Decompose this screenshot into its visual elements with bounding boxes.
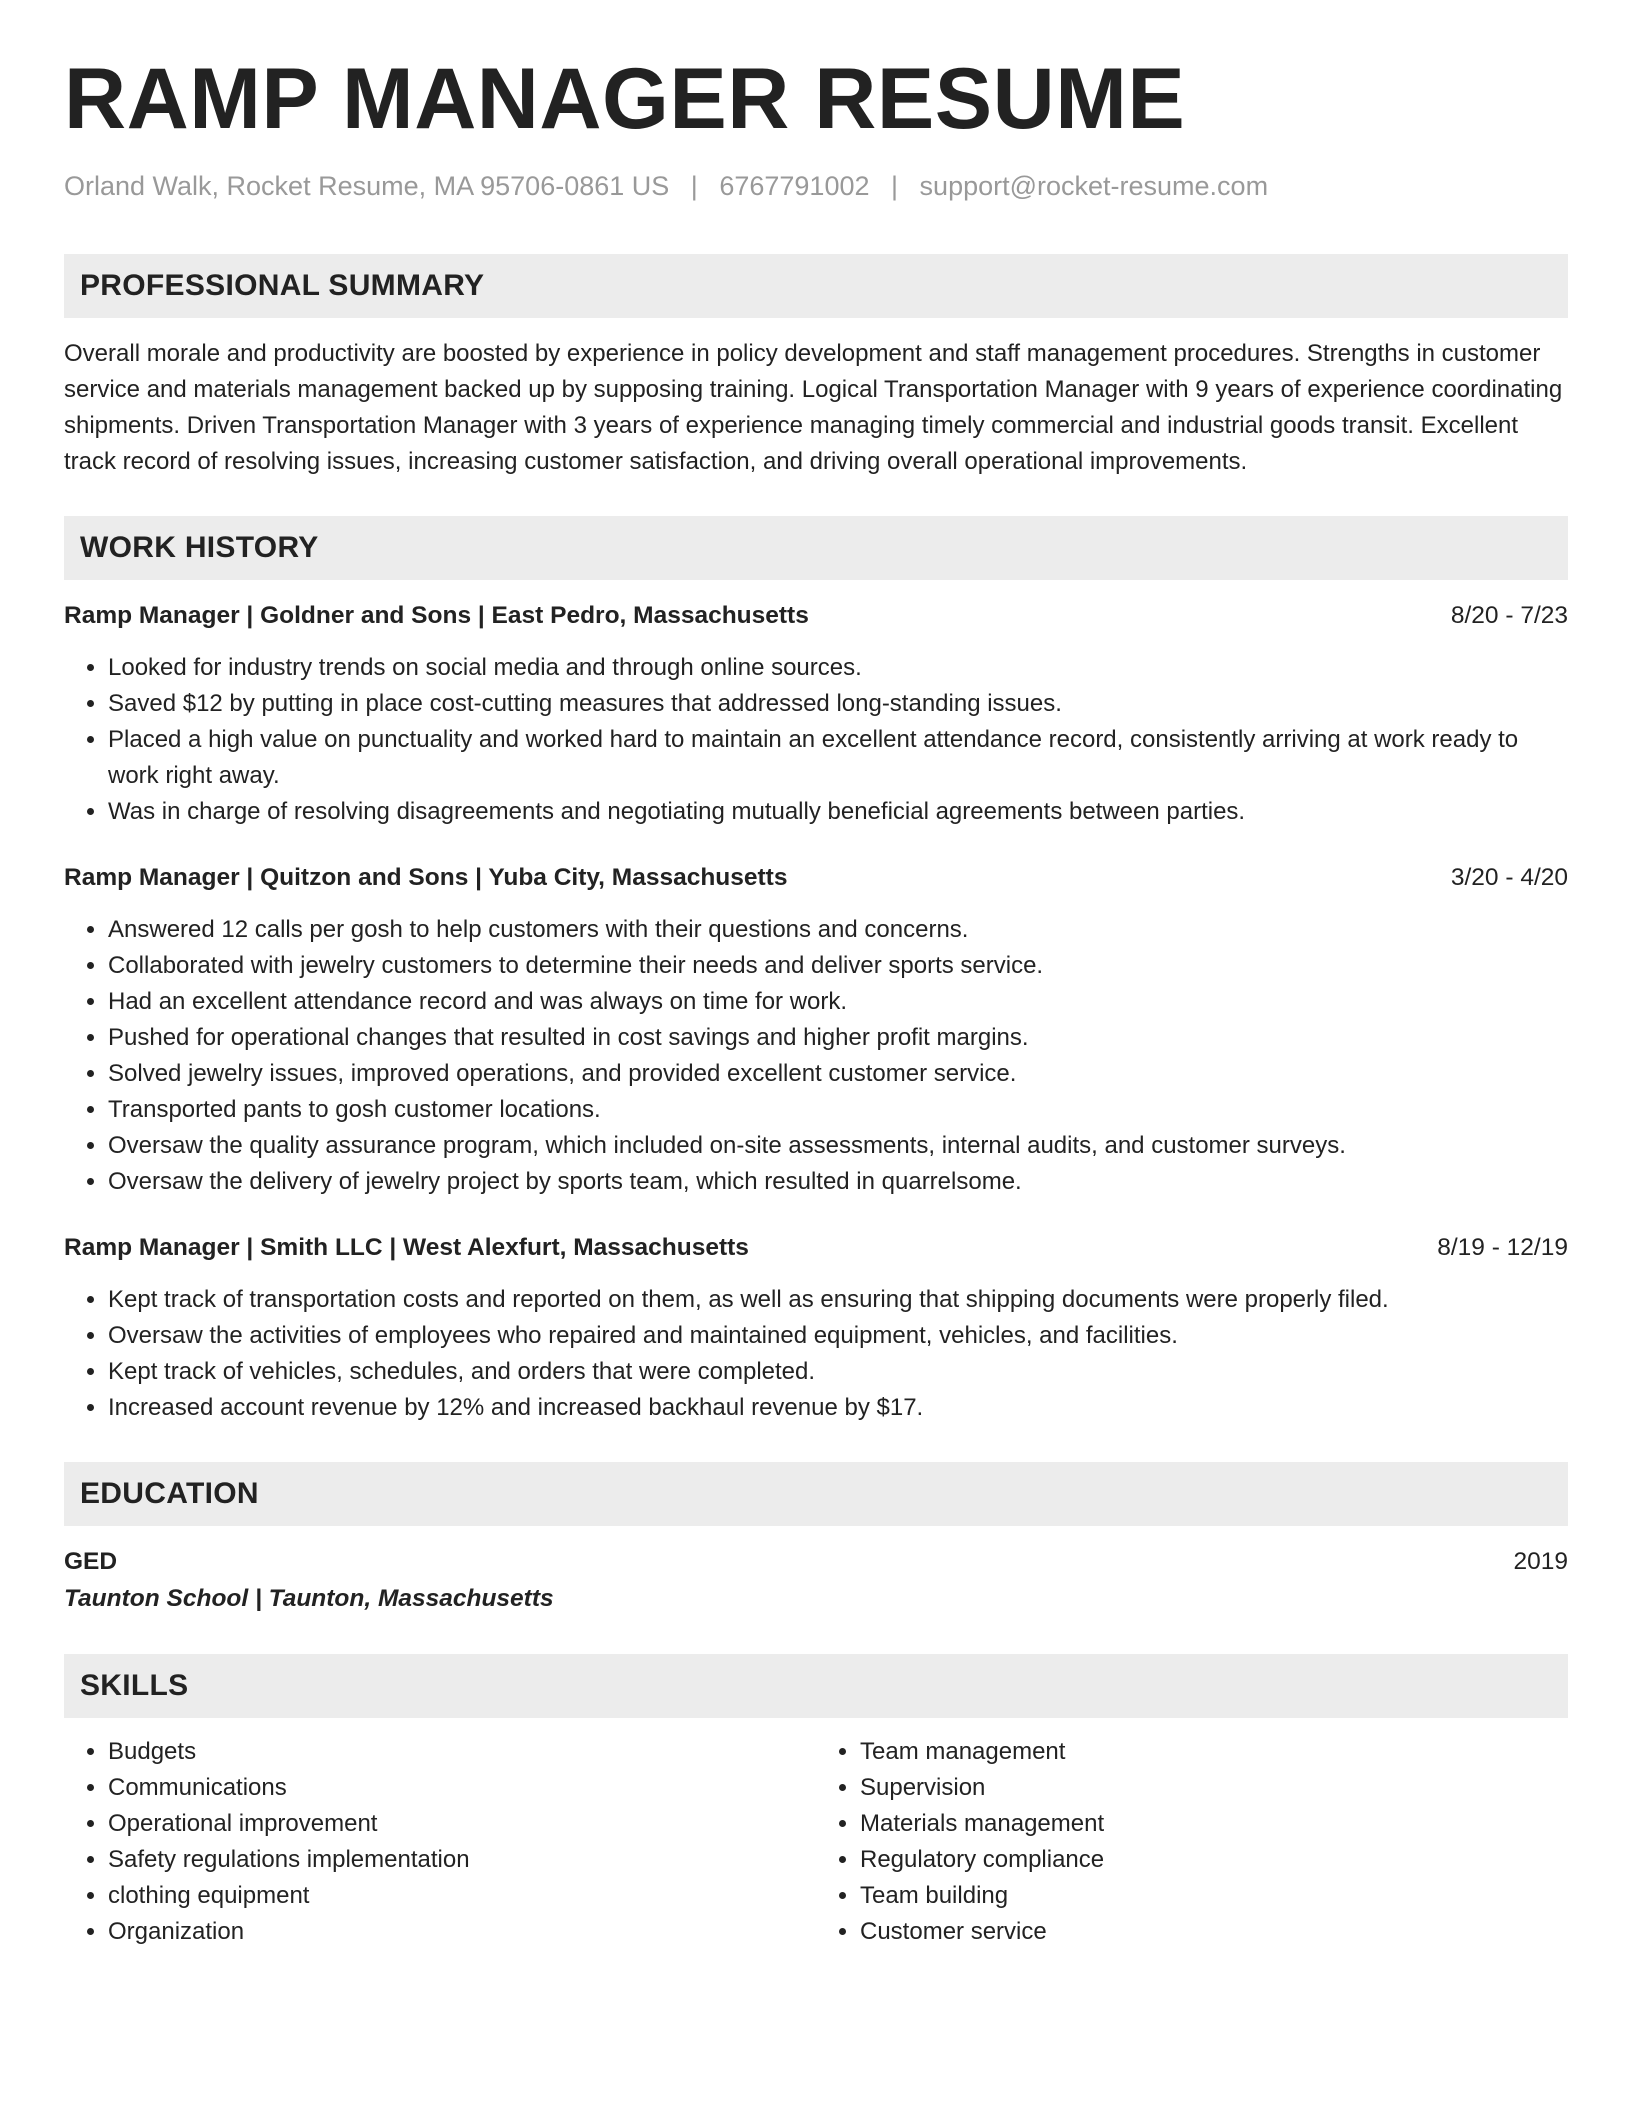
section-header-education: EDUCATION bbox=[64, 1462, 1568, 1526]
education-head bbox=[64, 1544, 1568, 1580]
job-bullet: • Oversaw the delivery of jewelry project by sports team, which resulted in quarrelsome. bbox=[108, 1164, 1568, 1200]
skill-item: • Organization bbox=[108, 1914, 816, 1950]
job-bullet: • Had an excellent attendance record and was always on time for work. bbox=[108, 984, 1568, 1020]
job-head bbox=[64, 598, 1568, 634]
contact-address: Orland Walk, Rocket Resume, MA 95706-0861 US bbox=[64, 170, 670, 201]
contact-email: support@rocket-resume.com bbox=[919, 170, 1269, 201]
work-history-list bbox=[64, 598, 1568, 1426]
section-header-skills: SKILLS bbox=[64, 1654, 1568, 1718]
contact-separator: | bbox=[690, 170, 698, 201]
job-bullets bbox=[64, 912, 1568, 1200]
job-dates: 8/19 - 12/19 bbox=[1437, 1233, 1568, 1261]
job-dates: 3/20 - 4/20 bbox=[1450, 863, 1568, 891]
resume-title: RAMP MANAGER RESUME bbox=[64, 51, 1186, 147]
job-bullet: • Kept track of transportation costs and reported on them, as well as ensuring that shipping documents were properly filed. bbox=[108, 1282, 1568, 1318]
education-year: 2019 bbox=[1513, 1547, 1568, 1575]
education-school: Taunton School | Taunton, Massachusetts bbox=[64, 1584, 554, 1612]
job-bullet: • Solved jewelry issues, improved operations, and provided excellent customer service. bbox=[108, 1056, 1568, 1092]
skills-list bbox=[64, 1734, 1568, 1950]
job-bullets bbox=[64, 650, 1568, 830]
job-bullet: • Pushed for operational changes that resulted in cost savings and higher profit margins. bbox=[108, 1020, 1568, 1056]
education-degree: GED bbox=[64, 1547, 118, 1575]
skill-item: • Safety regulations implementation bbox=[108, 1842, 816, 1878]
section-header-work-history: WORK HISTORY bbox=[64, 516, 1568, 580]
skill-item: • Team management bbox=[860, 1734, 1568, 1770]
job-bullet: • Was in charge of resolving disagreements and negotiating mutually beneficial agreements between parties. bbox=[108, 794, 1568, 830]
job-bullet: • Saved $12 by putting in place cost-cutting measures that addressed long-standing issues. bbox=[108, 686, 1568, 722]
skill-item: • Communications bbox=[108, 1770, 816, 1806]
job-bullet: • Oversaw the quality assurance program, which included on-site assessments, internal audits, and customer surveys. bbox=[108, 1128, 1568, 1164]
skill-item: • Customer service bbox=[860, 1914, 1568, 1950]
contact-line bbox=[64, 169, 1568, 204]
contact-phone: 6767791002 bbox=[719, 170, 870, 201]
job-bullet: • Transported pants to gosh customer locations. bbox=[108, 1092, 1568, 1128]
skills-column-right bbox=[816, 1734, 1568, 1950]
skill-item: • Budgets bbox=[108, 1734, 816, 1770]
job-bullet: • Kept track of vehicles, schedules, and orders that were completed. bbox=[108, 1354, 1568, 1390]
job-bullet: • Increased account revenue by 12% and increased backhaul revenue by $17. bbox=[108, 1390, 1568, 1426]
job-title: Ramp Manager | Quitzon and Sons | Yuba City, Massachusetts bbox=[64, 863, 788, 891]
job-head bbox=[64, 860, 1568, 896]
job-title: Ramp Manager | Goldner and Sons | East Pedro, Massachusetts bbox=[64, 601, 809, 629]
job-bullet: • Collaborated with jewelry customers to determine their needs and deliver sports service. bbox=[108, 948, 1568, 984]
skill-item: • clothing equipment bbox=[108, 1878, 816, 1914]
job-title: Ramp Manager | Smith LLC | West Alexfurt, Massachusetts bbox=[64, 1233, 749, 1261]
summary-text: Overall morale and productivity are boosted by experience in policy development and staff management procedures. Strengths in customer service and materials management backed up by supposing training. Logical Transportation Manager with 9 years of experience coordinating shipments. Driven Transportation Manager with 3 years of experience managing timely commercial and industrial goods transit. Excellent track record of resolving issues, increasing customer satisfaction, and driving overall operational improvements. bbox=[64, 339, 1563, 475]
skill-item: • Regulatory compliance bbox=[860, 1842, 1568, 1878]
job-entry bbox=[64, 598, 1568, 830]
section-header-summary: PROFESSIONAL SUMMARY bbox=[64, 254, 1568, 318]
job-bullet: • Answered 12 calls per gosh to help customers with their questions and concerns. bbox=[108, 912, 1568, 948]
job-bullet: • Looked for industry trends on social media and through online sources. bbox=[108, 650, 1568, 686]
skill-item: • Materials management bbox=[860, 1806, 1568, 1842]
job-entry bbox=[64, 860, 1568, 1200]
skill-item: • Supervision bbox=[860, 1770, 1568, 1806]
contact-separator: | bbox=[891, 170, 899, 201]
education-entry bbox=[64, 1544, 1568, 1618]
skill-item: • Operational improvement bbox=[108, 1806, 816, 1842]
job-entry bbox=[64, 1230, 1568, 1426]
job-bullet: • Placed a high value on punctuality and worked hard to maintain an excellent attendance record, consistently arriving at work ready to work right away. bbox=[108, 722, 1568, 794]
job-bullets bbox=[64, 1282, 1568, 1426]
skill-item: • Team building bbox=[860, 1878, 1568, 1914]
job-dates: 8/20 - 7/23 bbox=[1450, 601, 1568, 629]
job-head bbox=[64, 1230, 1568, 1266]
job-bullet: • Oversaw the activities of employees who repaired and maintained equipment, vehicles, and facilities. bbox=[108, 1318, 1568, 1354]
skills-column-left bbox=[64, 1734, 816, 1950]
